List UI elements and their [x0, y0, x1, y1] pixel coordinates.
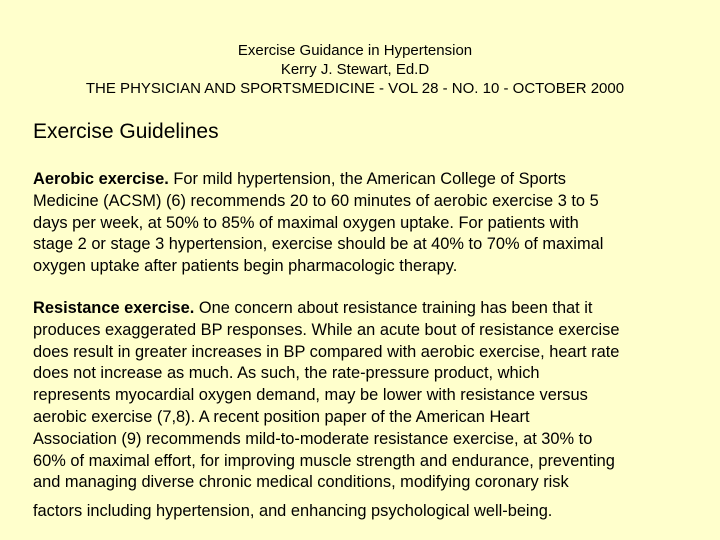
resistance-line: produces exaggerated BP responses. While an acute bout of resistance exercise: [33, 320, 620, 339]
aerobic-line: stage 2 or stage 3 hypertension, exercise should be at 40% to 70% of maximal: [33, 235, 604, 254]
document-author: Kerry J. Stewart, Ed.D: [280, 61, 430, 78]
resistance-term: Resistance exercise.: [33, 299, 195, 317]
aerobic-term: Aerobic exercise.: [33, 170, 169, 188]
section-title: Exercise Guidelines: [33, 120, 219, 143]
resistance-line-text: One concern about resistance training has been that it: [194, 299, 593, 317]
resistance-line: represents myocardial oxygen demand, may be lower with resistance versus: [33, 386, 588, 405]
aerobic-line: [33, 169, 693, 191]
aerobic-line: days per week, at 50% to 85% of maximal oxygen uptake. For patients with: [33, 213, 579, 232]
resistance-line: [33, 298, 693, 320]
aerobic-line: Medicine (ACSM) (6) recommends 20 to 60 minutes of aerobic exercise 3 to 5: [33, 191, 599, 210]
resistance-line: 60% of maximal effort, for improving muscle strength and endurance, preventing: [33, 451, 615, 470]
resistance-paragraph: [33, 298, 693, 523]
aerobic-line-text: For mild hypertension, the American College of Sports: [168, 170, 566, 188]
resistance-line: Association (9) recommends mild-to-moderate resistance exercise, at 30% to: [33, 429, 593, 448]
resistance-line: does not increase as much. As such, the rate-pressure product, which: [33, 364, 540, 383]
resistance-line: does result in greater increases in BP compared with aerobic exercise, heart rate: [33, 342, 620, 361]
resistance-line: and managing diverse chronic medical conditions, modifying coronary risk: [33, 473, 569, 492]
document-title: Exercise Guidance in Hypertension: [237, 42, 473, 59]
aerobic-line: oxygen uptake after patients begin pharmacologic therapy.: [33, 257, 458, 276]
document-citation: THE PHYSICIAN AND SPORTSMEDICINE - VOL 28 - NO. 10 - OCTOBER 2000: [85, 80, 625, 97]
resistance-line: aerobic exercise (7,8). A recent position paper of the American Heart: [33, 407, 530, 426]
aerobic-paragraph: [33, 169, 693, 278]
document-header: [0, 41, 710, 98]
resistance-line: factors including hypertension, and enhancing psychological well-being.: [33, 502, 553, 521]
